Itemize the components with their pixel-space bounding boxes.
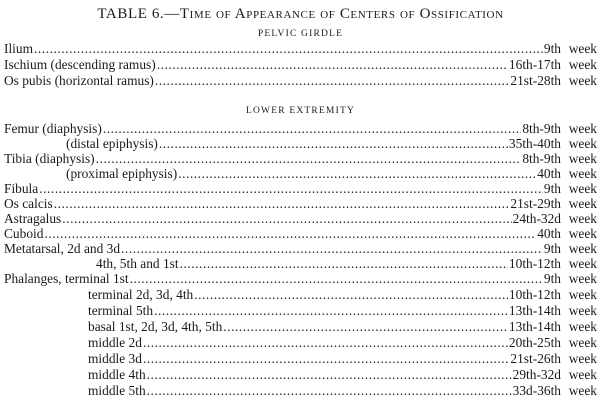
row-label: Ischium (descending ramus)	[4, 57, 156, 72]
row-label: middle 5th	[88, 383, 146, 398]
row-unit: week	[568, 196, 597, 211]
leader-dots	[96, 151, 522, 166]
row-label: Phalanges, terminal 1st	[4, 271, 129, 286]
table-row	[4, 335, 597, 350]
row-value: 9th	[543, 271, 561, 286]
row-unit: week	[568, 57, 597, 72]
row-value: 8th-9th	[522, 151, 561, 166]
leader-dots	[154, 303, 508, 318]
table-row	[4, 383, 597, 398]
row-unit: week	[568, 256, 597, 271]
row-value: 40th	[537, 226, 561, 241]
row-label: middle 4th	[88, 367, 146, 382]
table-row	[4, 287, 597, 302]
row-label: Femur (diaphysis)	[4, 121, 102, 136]
row-unit: week	[568, 166, 597, 181]
table-row	[4, 319, 597, 334]
leader-dots	[147, 367, 512, 382]
row-unit: week	[568, 351, 597, 366]
table-row	[4, 41, 597, 56]
table-row	[4, 211, 597, 226]
row-label: Os calcis	[4, 196, 53, 211]
row-unit: week	[568, 211, 597, 226]
table-title: TABLE 6.—TIME OF APPEARANCE OF CENTERS OF OSSIFICATION	[97, 6, 504, 22]
row-value: 9th	[543, 41, 561, 56]
row-label: middle 2d	[88, 335, 142, 350]
row-unit: week	[568, 241, 597, 256]
row-value: 21st-26th	[510, 351, 561, 366]
leader-dots	[223, 319, 508, 334]
row-unit: week	[568, 319, 597, 334]
table-row	[4, 136, 597, 151]
row-value: 16th-17th	[508, 57, 561, 72]
row-label: Ilium	[4, 41, 34, 56]
leader-dots	[143, 335, 508, 350]
row-label: terminal 5th	[88, 303, 154, 318]
row-value: 40th	[537, 166, 561, 181]
leader-dots	[44, 226, 536, 241]
row-value: 20th-25th	[508, 335, 561, 350]
leader-dots	[178, 166, 536, 181]
row-value: 33d-36th	[512, 383, 561, 398]
row-value: 35th-40th	[508, 136, 561, 151]
row-label: Cuboid	[4, 226, 44, 241]
row-value: 13th-14th	[508, 319, 561, 334]
leader-dots	[194, 287, 508, 302]
leader-dots	[130, 271, 543, 286]
row-label: Fibula	[4, 181, 39, 196]
table-row	[4, 303, 597, 318]
row-label: (distal epiphysis)	[66, 136, 158, 151]
row-label: basal 1st, 2d, 3d, 4th, 5th	[88, 319, 223, 334]
table-row	[4, 73, 597, 88]
row-unit: week	[568, 41, 597, 56]
table-row	[4, 226, 597, 241]
leader-dots	[143, 351, 509, 366]
table-row	[4, 351, 597, 366]
row-value: 9th	[543, 181, 561, 196]
leader-dots	[180, 256, 508, 271]
leader-dots	[155, 73, 510, 88]
leader-dots	[103, 121, 521, 136]
row-label: Metatarsal, 2d and 3d	[4, 241, 121, 256]
table-row	[4, 121, 597, 136]
row-unit: week	[568, 335, 597, 350]
title-number: TABLE 6.	[97, 6, 165, 22]
row-value: 10th-12th	[508, 256, 561, 271]
row-value: 24th-32d	[512, 211, 561, 226]
leader-dots	[159, 136, 508, 151]
row-unit: week	[568, 367, 597, 382]
row-unit: week	[568, 226, 597, 241]
leader-dots	[34, 41, 543, 56]
row-unit: week	[568, 73, 597, 88]
row-label: middle 3d	[88, 351, 142, 366]
row-label: Os pubis (horizontal ramus)	[4, 73, 154, 88]
leader-dots	[39, 181, 543, 196]
leader-dots	[157, 57, 508, 72]
table-row	[4, 166, 597, 181]
row-label: Tibia (diaphysis)	[4, 151, 95, 166]
section-heading-pelvic-girdle: PELVIC GIRDLE	[257, 29, 344, 39]
row-unit: week	[568, 287, 597, 302]
row-unit: week	[568, 383, 597, 398]
leader-dots	[62, 211, 511, 226]
row-unit: week	[568, 151, 597, 166]
leader-dots	[54, 196, 510, 211]
table-row	[4, 271, 597, 286]
table-row	[4, 181, 597, 196]
row-label: (proximal epiphysis)	[66, 166, 178, 181]
row-value: 21st-28th	[510, 73, 561, 88]
leader-dots	[121, 241, 543, 256]
row-label: terminal 2d, 3d, 4th	[88, 287, 194, 302]
table-row	[4, 57, 597, 72]
row-value: 13th-14th	[508, 303, 561, 318]
table-row	[4, 241, 597, 256]
row-value: 21st-29th	[510, 196, 561, 211]
row-unit: week	[568, 136, 597, 151]
row-unit: week	[568, 181, 597, 196]
table-row	[4, 256, 597, 271]
leader-dots	[147, 383, 512, 398]
row-label: 4th, 5th and 1st	[96, 256, 179, 271]
row-unit: week	[568, 121, 597, 136]
row-value: 9th	[543, 241, 561, 256]
row-value: 10th-12th	[508, 287, 561, 302]
row-unit: week	[568, 271, 597, 286]
row-value: 8th-9th	[522, 121, 561, 136]
table-row	[4, 367, 597, 382]
section-heading-lower-extremity: LOWER EXTREMITY	[245, 106, 356, 116]
table-row	[4, 151, 597, 166]
row-value: 29th-32d	[512, 367, 561, 382]
table-row	[4, 196, 597, 211]
row-unit: week	[568, 303, 597, 318]
row-label: Astragalus	[4, 211, 62, 226]
